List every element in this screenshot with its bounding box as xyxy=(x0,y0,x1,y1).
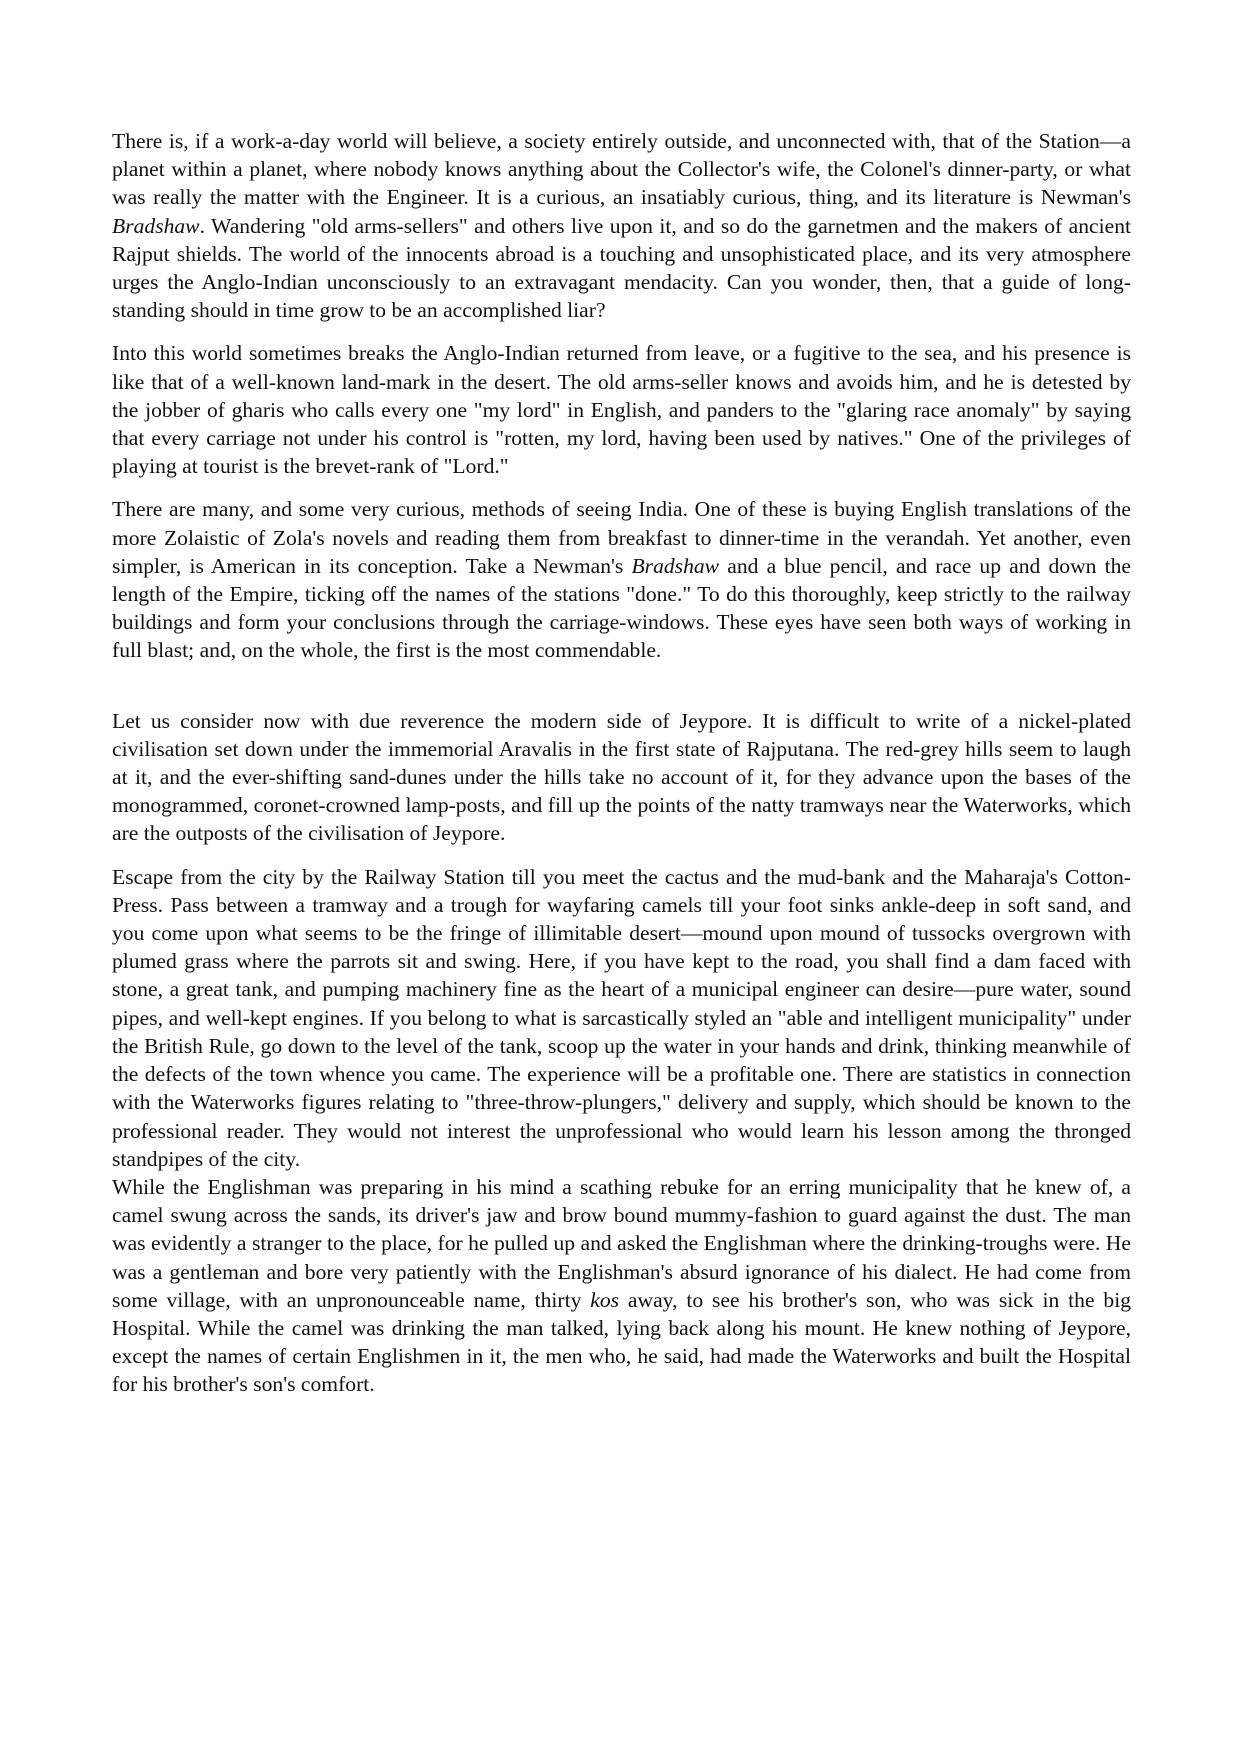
paragraph-1: There is, if a work-a-day world will believe, a society entirely outside, and unconnected with, that of the Station—a planet within a planet, where nobody knows anything about the Collector's wife, the Colonel's dinner-party, or what was really the matter with the Engineer. It is a curious, an insatiably curious, thing, and its literature is Newman's Bradshaw. Wandering "old arms-sellers" and others live upon it, and so do the garnetmen and the makers of ancient Rajput shields. The world of the innocents abroad is a touching and unsophisticated place, and its very atmosphere urges the Anglo-Indian unconsciously to an extravagant mendacity. Can you wonder, then, that a guide of long-standing should in time grow to be an accomplished liar? xyxy=(112,129,1131,323)
paragraph-5: Escape from the city by the Railway Station till you meet the cactus and the mud-bank and the Maharaja's Cotton-Press. Pass between a tramway and a trough for wayfaring camels till your foot sinks ankle-deep in soft sand, and you come upon what seems to be the fringe of illimitable desert—mound upon mound of tussocks overgrown with plumed grass where the parrots sit and swing. Here, if you have kept to the road, you shall find a dam faced with stone, a great tank, and pumping machinery fine as the heart of a municipal engineer can desire—pure water, sound pipes, and well-kept engines. If you belong to what is sarcastically styled an "able and intelligent municipality" under the British Rule, go down to the level of the tank, scoop up the water in your hands and drink, thinking meanwhile of the defects of the town whence you came. The experience will be a profitable one. There are statistics in connection with the Waterworks figures relating to "three-throw-plungers," delivery and supply, which should be known to the professional reader. They would not interest the unprofessional who would learn his lesson among the thronged standpipes of the city. xyxy=(112,864,1131,1171)
paragraph-2: Into this world sometimes breaks the Anglo-Indian returned from leave, or a fugitive to the sea, and his presence is like that of a well-known land-mark in the desert. The old arms-seller knows and avoids him, and he is detested by the jobber of gharis who calls every one "my lord" in English, and panders to the "glaring race anomaly" by saying that every carriage not under his control is "rotten, my lord, having been used by natives." One of the privileges of playing at tourist is the brevet-rank of "Lord." xyxy=(112,341,1131,479)
paragraph-3: There are many, and some very curious, methods of seeing India. One of these is buying English translations of the more Zolaistic of Zola's novels and reading them from breakfast to dinner-time in the verandah. Yet another, even simpler, is American in its conception. Take a Newman's Bradshaw and a blue pencil, and race up and down the length of the Empire, ticking off the names of the stations "done." To do this thoroughly, keep strictly to the railway buildings and form your conclusions through the carriage-windows. These eyes have seen both ways of working in full blast; and, on the whole, the first is the most commendable. xyxy=(112,497,1132,663)
book-title-bradshaw: Bradshaw xyxy=(112,213,200,238)
book-title-bradshaw: Bradshaw xyxy=(631,553,720,578)
paragraph-6: While the Englishman was preparing in his mind a scathing rebuke for an erring municipality that he knew of, a camel swung across the sands, its driver's jaw and brow bound mummy-fashion to guard against the dust. The man was evidently a stranger to the place, for he pulled up and asked the Englishman where the drinking-troughs were. He was a gentleman and bore very patiently with the Englishman's absurd ignorance of his dialect. He had come from some village, with an unpronounceable name, thirty kos away, to see his brother's son, who was sick in the big Hospital. While the camel was drinking the man talked, lying back along his mount. He knew nothing of Jeypore, except the names of certain Englishmen in it, the men who, he said, had made the Waterworks and built the Hospital for his brother's son's comfort. xyxy=(112,1174,1131,1397)
page-body xyxy=(112,127,1131,1399)
term-kos: kos xyxy=(590,1287,620,1312)
paragraph-4: Let us consider now with due reverence the modern side of Jeypore. It is difficult to write of a nickel-plated civilisation set down under the immemorial Aravalis in the first state of Rajputana. The red-grey hills seem to laugh at it, and the ever-shifting sand-dunes under the hills take no account of it, for they advance upon the bases of the monogrammed, coronet-crowned lamp-posts, and fill up the points of the natty tramways near the Waterworks, which are the outposts of the civilisation of Jeypore. xyxy=(112,708,1131,846)
